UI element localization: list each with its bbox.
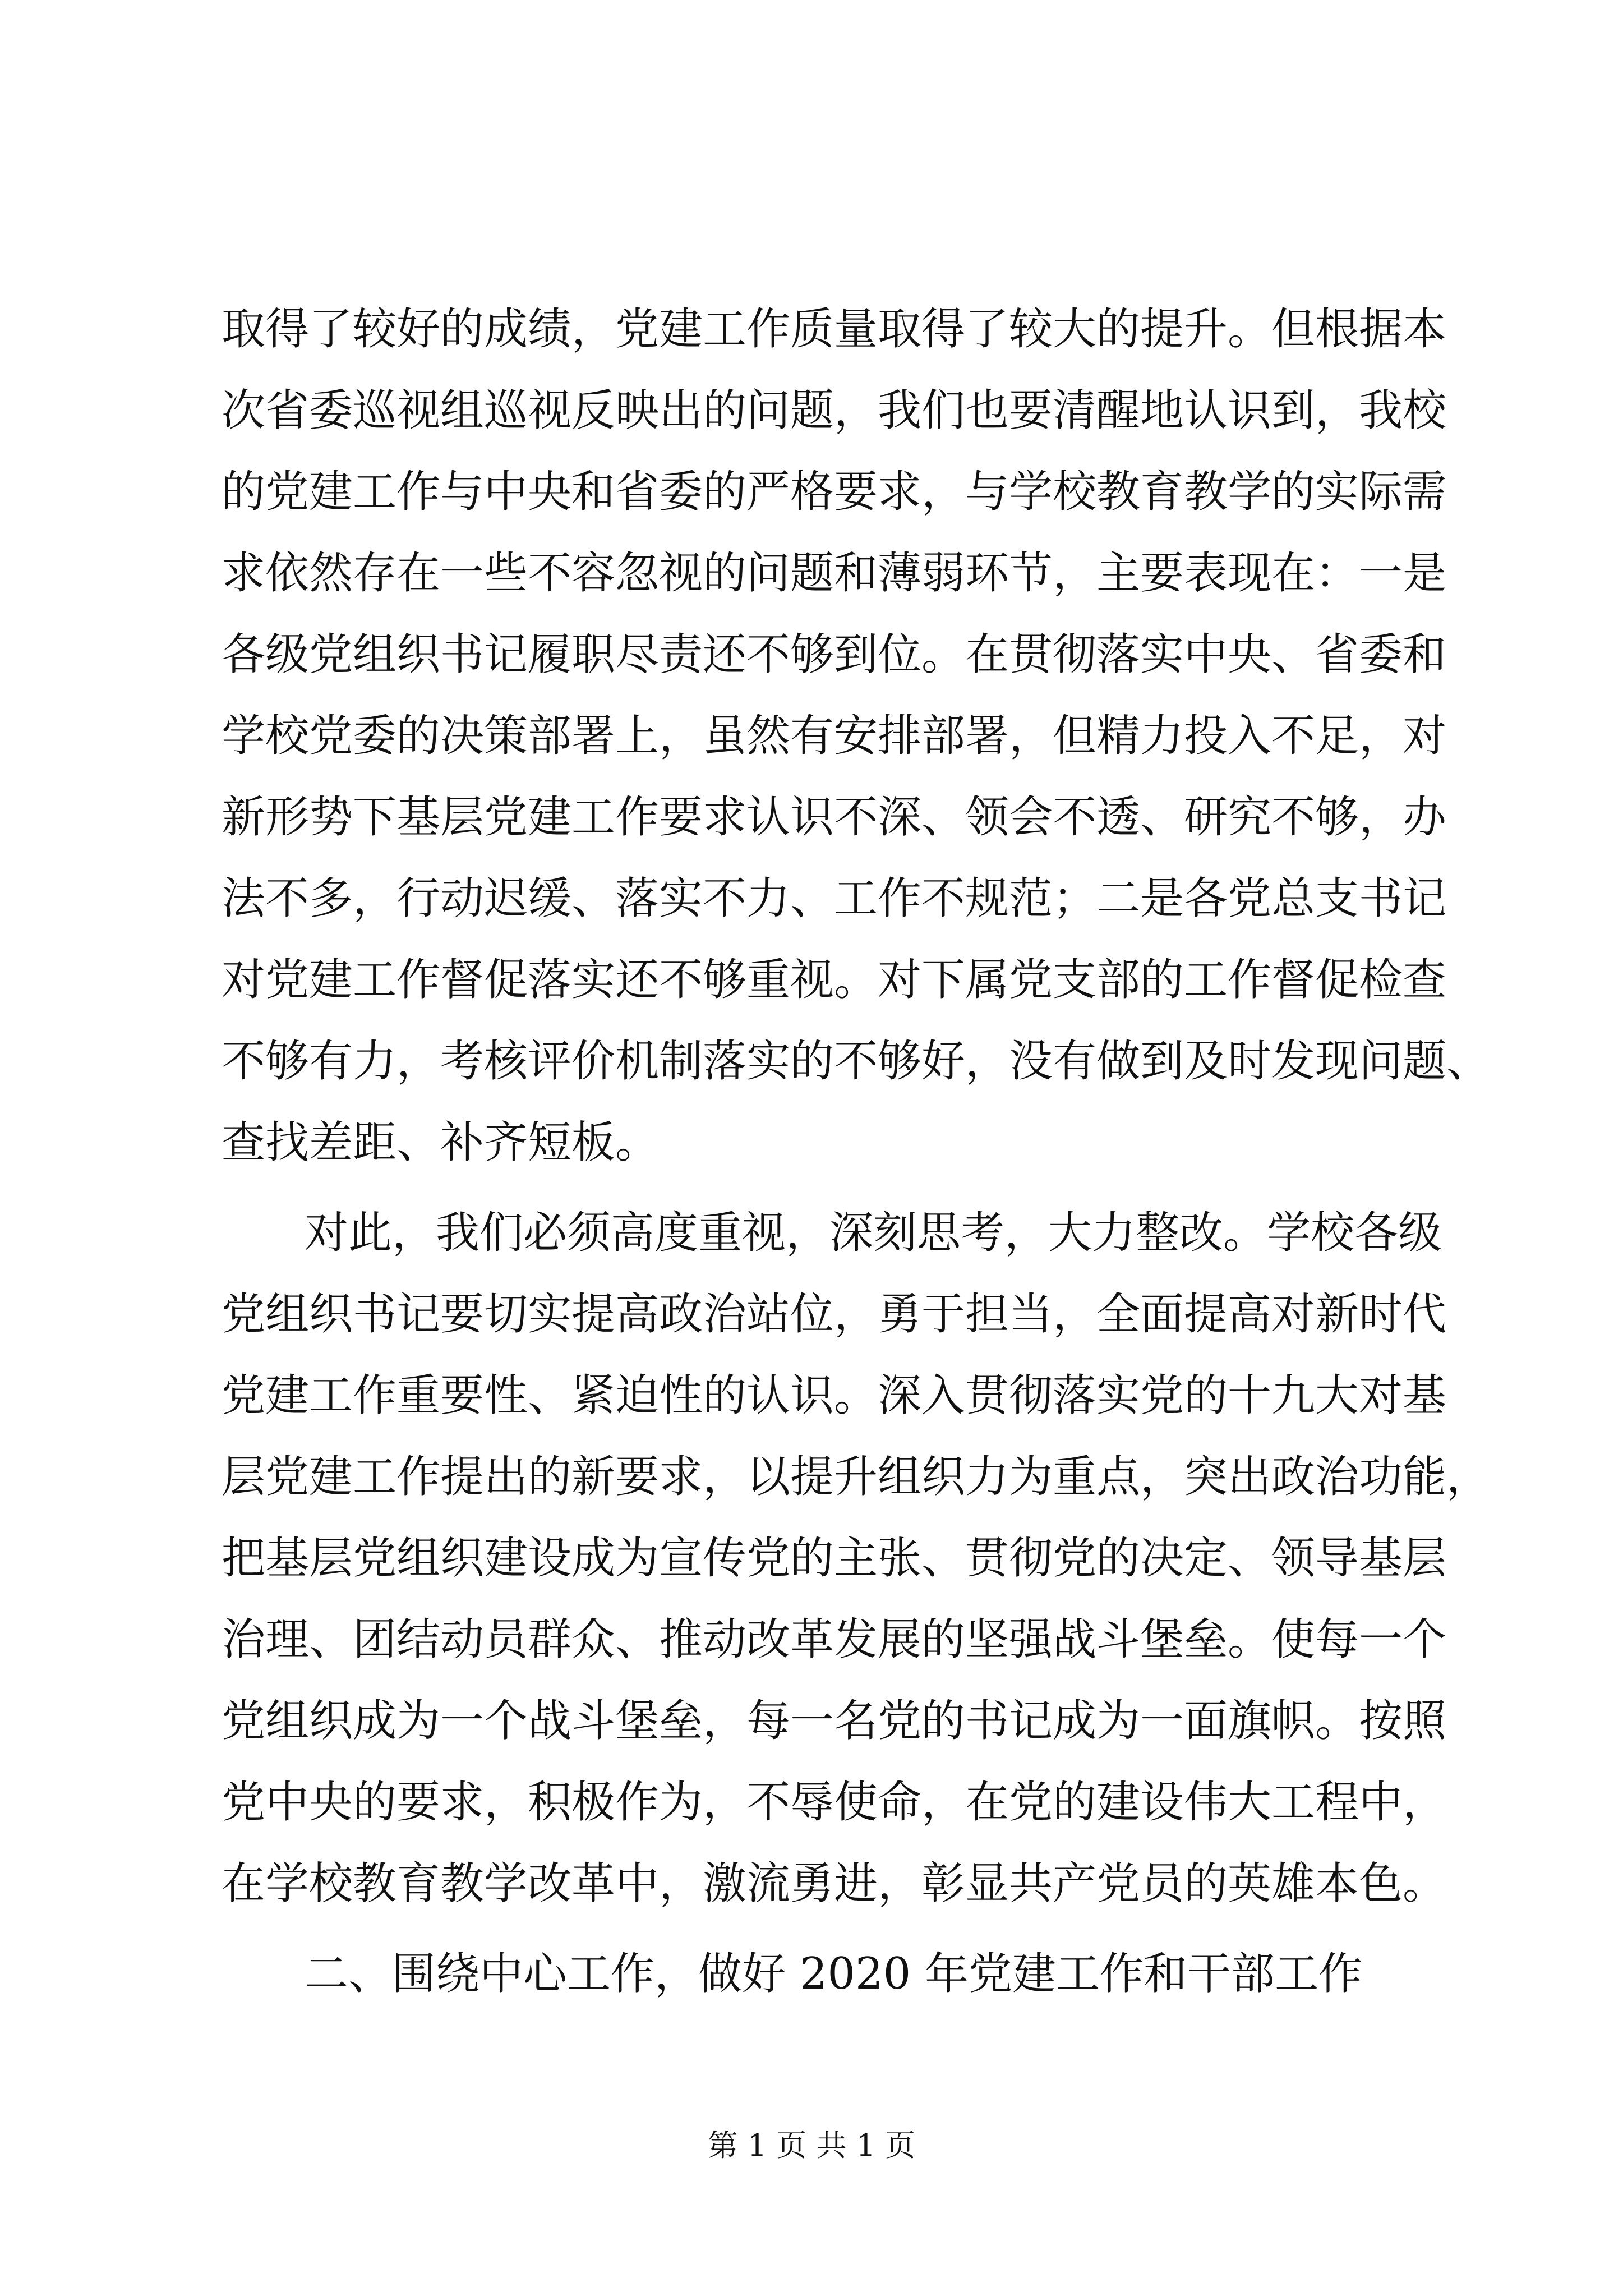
- text-line: 次省委巡视组巡视反映出的问题，我们也要清醒地认识到，我校: [222, 385, 1447, 436]
- text-line: 层党建工作提出的新要求，以提升组织力为重点，突出政治功能，: [222, 1452, 1491, 1502]
- text-line: 党组织成为一个战斗堡垒，每一名党的书记成为一面旗帜。按照: [222, 1696, 1447, 1746]
- section-heading: [222, 1934, 1427, 2015]
- text-line: 的党建工作与中央和省委的严格要求，与学校教育教学的实际需: [222, 467, 1447, 517]
- section-heading-text: 二、围绕中心工作，做好 2020 年党建工作和干部工作: [305, 1949, 1363, 1999]
- text-line: 党建工作重要性、紧迫性的认识。深入贯彻落实党的十九大对基: [222, 1370, 1447, 1421]
- text-line: 法不多，行动迟缓、落实不力、工作不规范；二是各党总支书记: [222, 873, 1447, 924]
- paragraph-2: [222, 1193, 1491, 1925]
- text-line: 不够有力，考核评价机制落实的不够好，没有做到及时发现问题、: [222, 1036, 1491, 1087]
- text-line: 治理、团结动员群众、推动改革发展的坚强战斗堡垒。使每一个: [222, 1614, 1447, 1665]
- document-body: [222, 289, 1491, 2015]
- text-line: 新形势下基层党建工作要求认识不深、领会不透、研究不够，办: [222, 792, 1447, 843]
- text-line: 求依然存在一些不容忽视的问题和薄弱环节，主要表现在：一是: [222, 548, 1447, 599]
- text-line: 查找差距、补齐短板。: [222, 1117, 660, 1168]
- page-footer: 第 1 页 共 1 页: [707, 2128, 916, 2163]
- text-line: 党中央的要求，积极作为，不辱使命，在党的建设伟大工程中，: [222, 1777, 1447, 1828]
- text-line: 党组织书记要切实提高政治站位，勇于担当，全面提高对新时代: [222, 1289, 1447, 1340]
- text-line: 取得了较好的成绩，党建工作质量取得了较大的提升。但根据本: [222, 304, 1447, 355]
- text-line: 在学校教育教学改革中，激流勇进，彰显共产党员的英雄本色。: [222, 1858, 1447, 1909]
- text-line: 对此，我们必须高度重视，深刻思考，大力整改。学校各级: [305, 1208, 1442, 1258]
- text-line: 学校党委的决策部署上，虽然有安排部署，但精力投入不足，对: [222, 711, 1447, 761]
- text-line: 把基层党组织建设成为宣传党的主张、贯彻党的决定、领导基层: [222, 1533, 1447, 1584]
- text-line: 对党建工作督促落实还不够重视。对下属党支部的工作督促检查: [222, 955, 1447, 1005]
- paragraph-1: [222, 289, 1491, 1184]
- text-line: 各级党组织书记履职尽责还不够到位。在贯彻落实中央、省委和: [222, 629, 1447, 680]
